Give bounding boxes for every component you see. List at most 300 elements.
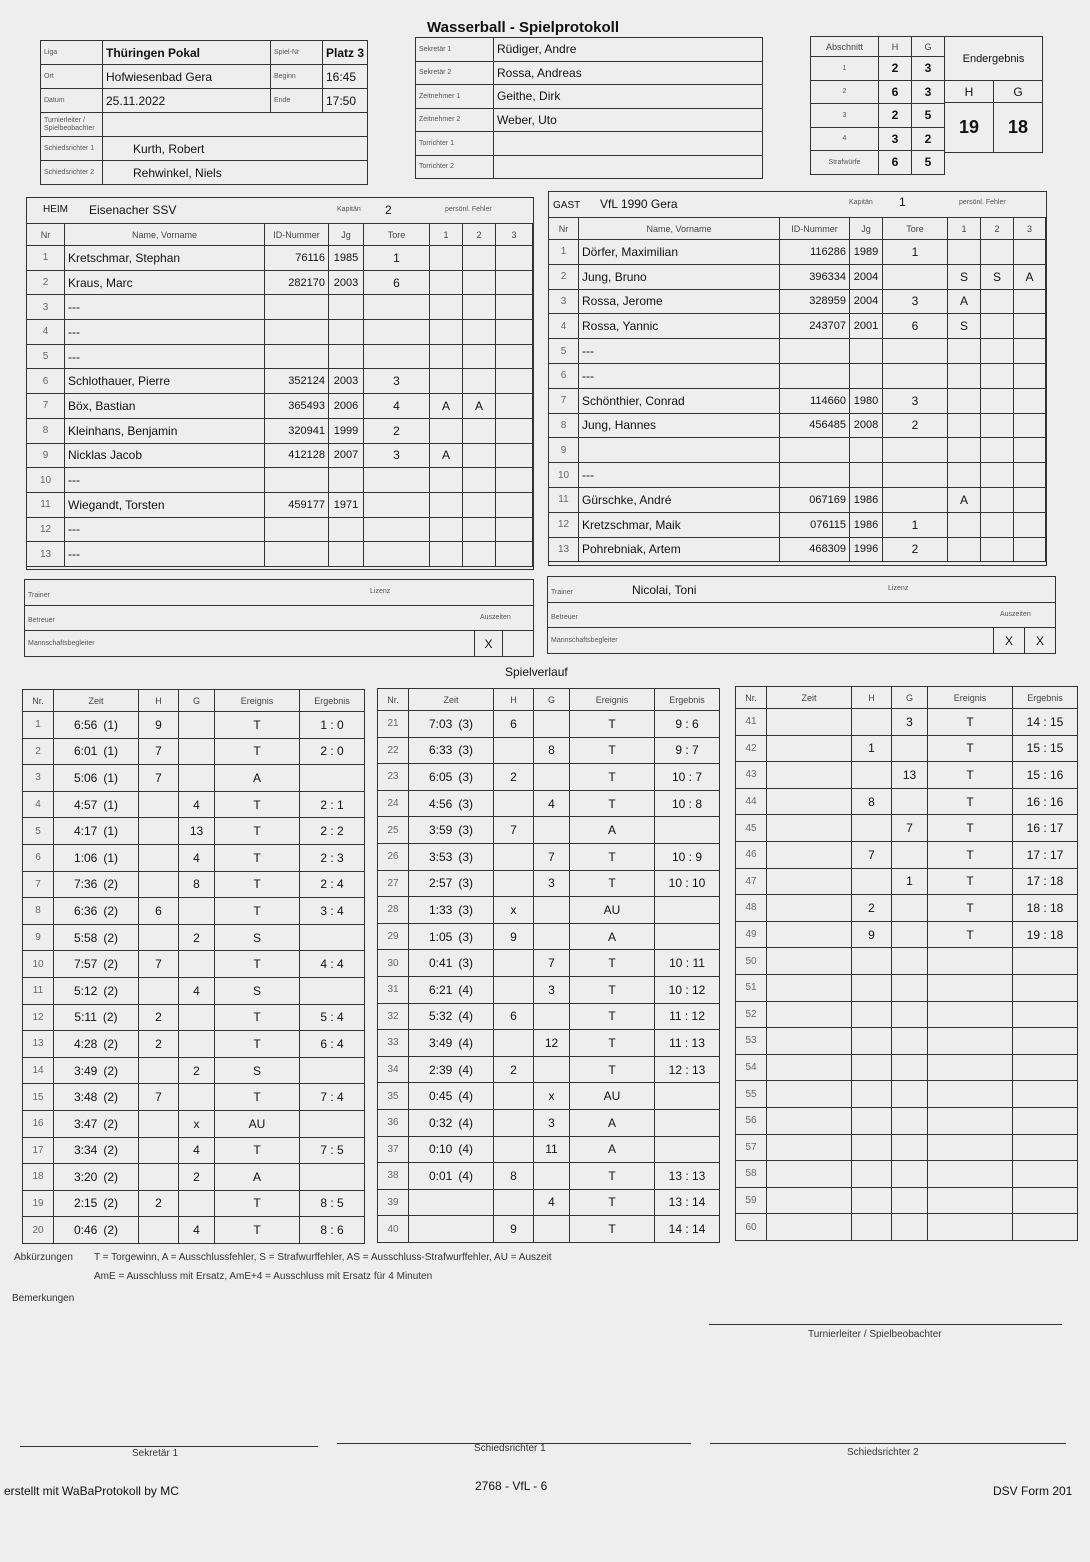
event-nr: 24 xyxy=(378,790,409,817)
event-time xyxy=(409,1216,494,1243)
event-row xyxy=(23,1164,365,1191)
player-row xyxy=(549,240,1046,265)
player-cell xyxy=(883,264,948,289)
date-value: 25.11.2022 xyxy=(103,89,271,113)
events-header: Nr. xyxy=(23,690,54,712)
roster-header: 2 xyxy=(981,218,1014,240)
event-type: T xyxy=(215,1084,300,1111)
official-name: Weber, Uto xyxy=(494,108,763,132)
event-guest-player xyxy=(892,895,928,922)
player-cell: --- xyxy=(579,463,780,488)
event-nr: 53 xyxy=(736,1028,767,1055)
player-cell: 1 xyxy=(27,246,65,271)
event-nr: 56 xyxy=(736,1107,767,1134)
events-header: G xyxy=(534,689,570,711)
player-cell: Jung, Hannes xyxy=(579,413,780,438)
event-row xyxy=(378,923,720,950)
player-cell: Kretschmar, Stephan xyxy=(65,246,265,271)
event-nr: 55 xyxy=(736,1081,767,1108)
player-cell: 6 xyxy=(549,363,579,388)
player-cell: 5 xyxy=(549,339,579,364)
player-cell: A xyxy=(1014,264,1046,289)
roster-header: Jg xyxy=(329,224,364,246)
event-home-player xyxy=(852,1214,892,1241)
event-guest-player: 7 xyxy=(534,950,570,977)
event-home-player xyxy=(852,1107,892,1134)
event-row xyxy=(23,1217,365,1244)
player-cell xyxy=(430,369,463,394)
footer-center: 2768 - VfL - 6 xyxy=(475,1479,548,1493)
guest-staff-table: Trainer Nicolai, Toni Lizenz Betreuer Auszeiten Mannschaftsbegleiter X X xyxy=(547,576,1056,654)
event-time xyxy=(767,1187,852,1214)
player-cell: 116286 xyxy=(780,240,850,265)
player-cell xyxy=(463,542,496,567)
event-guest-player xyxy=(892,788,928,815)
legend-label: Abkürzungen xyxy=(14,1252,73,1263)
player-cell: 2 xyxy=(883,413,948,438)
player-cell xyxy=(463,344,496,369)
event-nr: 14 xyxy=(23,1057,54,1084)
event-nr: 32 xyxy=(378,1003,409,1030)
event-time xyxy=(767,788,852,815)
player-cell xyxy=(463,492,496,517)
home-staff-table: Trainer Lizenz Betreuer Auszeiten Mannschaftsbegleiter X xyxy=(24,579,534,657)
player-cell xyxy=(430,418,463,443)
player-cell: S xyxy=(981,264,1014,289)
event-guest-player: 12 xyxy=(534,1030,570,1057)
events-header: Ereignis xyxy=(928,687,1013,709)
period-cell: 2 xyxy=(879,57,912,81)
event-guest-player xyxy=(892,1001,928,1028)
player-cell xyxy=(329,344,364,369)
player-cell xyxy=(1014,289,1046,314)
player-row xyxy=(27,517,533,542)
roster-header: Nr xyxy=(27,224,65,246)
event-guest-player: 4 xyxy=(534,1189,570,1216)
event-home-player xyxy=(139,1217,179,1244)
event-time: 5:32 (4) xyxy=(409,1003,494,1030)
event-row xyxy=(736,1107,1078,1134)
period-cell: 1 xyxy=(811,57,879,81)
player-cell: 4 xyxy=(364,394,430,419)
event-time xyxy=(767,815,852,842)
event-guest-player xyxy=(892,1134,928,1161)
home-timeout-2 xyxy=(503,631,534,657)
event-row xyxy=(736,841,1078,868)
player-cell: 2004 xyxy=(850,264,883,289)
event-row xyxy=(378,817,720,844)
event-result: 11 : 12 xyxy=(655,1003,720,1030)
game-number-value: Platz 3 xyxy=(323,41,368,65)
player-cell: --- xyxy=(65,542,265,567)
event-type: T xyxy=(570,711,655,738)
player-cell xyxy=(430,468,463,493)
event-guest-player: 4 xyxy=(179,791,215,818)
event-result: 2 : 4 xyxy=(300,871,365,898)
venue-value: Hofwiesenbad Gera xyxy=(103,65,271,89)
final-score-table xyxy=(944,36,1043,153)
official-row xyxy=(416,108,763,132)
event-guest-player: 13 xyxy=(892,762,928,789)
roster-header: 1 xyxy=(430,224,463,246)
event-time: 3:20 (2) xyxy=(54,1164,139,1191)
event-home-player: x xyxy=(494,897,534,924)
roster-header: Name, Vorname xyxy=(579,218,780,240)
event-row xyxy=(23,765,365,792)
player-cell xyxy=(579,438,780,463)
event-type: T xyxy=(928,815,1013,842)
event-type: T xyxy=(928,895,1013,922)
final-score-label: Endergebnis xyxy=(945,37,1043,81)
event-row xyxy=(736,1054,1078,1081)
event-type: T xyxy=(570,1189,655,1216)
event-result xyxy=(1013,1134,1078,1161)
event-result: 2 : 1 xyxy=(300,791,365,818)
player-cell: 8 xyxy=(549,413,579,438)
event-home-player xyxy=(852,762,892,789)
event-nr: 11 xyxy=(23,977,54,1004)
event-time xyxy=(767,948,852,975)
player-row xyxy=(549,463,1046,488)
roster-header: ID-Nummer xyxy=(780,218,850,240)
player-cell xyxy=(948,388,981,413)
event-result: 9 : 7 xyxy=(655,737,720,764)
events-header: H xyxy=(139,690,179,712)
player-cell: 12 xyxy=(549,512,579,537)
event-nr: 46 xyxy=(736,841,767,868)
event-time: 1:06 (1) xyxy=(54,844,139,871)
event-nr: 57 xyxy=(736,1134,767,1161)
roster-header: 2 xyxy=(463,224,496,246)
event-guest-player: 4 xyxy=(179,1137,215,1164)
player-cell xyxy=(265,517,329,542)
events-header: Ereignis xyxy=(215,690,300,712)
event-row xyxy=(378,790,720,817)
event-time: 0:45 (4) xyxy=(409,1083,494,1110)
player-cell: 1985 xyxy=(329,246,364,271)
player-cell: 3 xyxy=(364,369,430,394)
period-cell: 6 xyxy=(879,151,912,175)
player-cell: 2003 xyxy=(329,270,364,295)
event-home-player: 2 xyxy=(494,764,534,791)
event-guest-player: 3 xyxy=(534,1109,570,1136)
event-nr: 13 xyxy=(23,1031,54,1058)
event-type: T xyxy=(570,1056,655,1083)
event-home-player xyxy=(852,974,892,1001)
official-name: Rüdiger, Andre xyxy=(494,38,763,62)
event-result xyxy=(655,817,720,844)
event-guest-player xyxy=(534,897,570,924)
event-row xyxy=(23,1084,365,1111)
player-cell xyxy=(1014,240,1046,265)
event-type: S xyxy=(215,977,300,1004)
player-cell: 320941 xyxy=(265,418,329,443)
event-time: 7:03 (3) xyxy=(409,711,494,738)
event-type: T xyxy=(215,1217,300,1244)
event-time xyxy=(767,1134,852,1161)
event-time xyxy=(767,1107,852,1134)
event-row xyxy=(23,924,365,951)
player-cell xyxy=(850,363,883,388)
player-cell: 076115 xyxy=(780,512,850,537)
player-cell: 114660 xyxy=(780,388,850,413)
player-cell xyxy=(463,443,496,468)
event-type: T xyxy=(215,738,300,765)
officials-table xyxy=(415,37,763,179)
event-nr: 25 xyxy=(378,817,409,844)
event-result: 7 : 5 xyxy=(300,1137,365,1164)
player-cell xyxy=(430,517,463,542)
event-time: 5:58 (2) xyxy=(54,924,139,951)
event-result: 19 : 18 xyxy=(1013,921,1078,948)
event-result: 8 : 6 xyxy=(300,1217,365,1244)
event-nr: 39 xyxy=(378,1189,409,1216)
player-cell: Rossa, Yannic xyxy=(579,314,780,339)
player-cell xyxy=(948,413,981,438)
event-home-player: 6 xyxy=(494,1003,534,1030)
player-cell: 3 xyxy=(549,289,579,314)
player-cell: Kleinhans, Benjamin xyxy=(65,418,265,443)
event-type: T xyxy=(215,951,300,978)
official-label: Zeitnehmer 2 xyxy=(416,108,494,132)
player-cell xyxy=(981,413,1014,438)
event-type: AU xyxy=(215,1110,300,1137)
player-row xyxy=(549,289,1046,314)
player-row xyxy=(27,246,533,271)
player-cell: 2 xyxy=(364,418,430,443)
event-type: T xyxy=(215,871,300,898)
event-nr: 22 xyxy=(378,737,409,764)
player-cell xyxy=(463,246,496,271)
player-cell xyxy=(430,295,463,320)
event-nr: 44 xyxy=(736,788,767,815)
event-type: AU xyxy=(570,897,655,924)
player-row xyxy=(27,418,533,443)
player-row xyxy=(549,512,1046,537)
event-result: 10 : 12 xyxy=(655,976,720,1003)
event-home-player: 2 xyxy=(494,1056,534,1083)
event-time xyxy=(767,974,852,1001)
guest-timeout-2: X xyxy=(1025,628,1056,654)
event-time xyxy=(767,1081,852,1108)
event-row xyxy=(378,737,720,764)
player-cell xyxy=(981,438,1014,463)
event-time xyxy=(409,1189,494,1216)
event-guest-player xyxy=(179,898,215,925)
player-cell xyxy=(364,492,430,517)
player-cell xyxy=(364,295,430,320)
player-cell: 9 xyxy=(549,438,579,463)
event-guest-player xyxy=(892,1161,928,1188)
player-cell xyxy=(981,339,1014,364)
event-home-player xyxy=(852,948,892,975)
event-time: 3:49 (2) xyxy=(54,1057,139,1084)
player-cell: 2 xyxy=(27,270,65,295)
period-cell: 3 xyxy=(912,80,945,104)
player-row xyxy=(549,388,1046,413)
event-nr: 4 xyxy=(23,791,54,818)
official-label: Torrichter 1 xyxy=(416,132,494,156)
event-home-player: 7 xyxy=(139,951,179,978)
player-cell xyxy=(948,463,981,488)
event-time: 0:32 (4) xyxy=(409,1109,494,1136)
event-nr: 40 xyxy=(378,1216,409,1243)
event-row xyxy=(23,738,365,765)
player-cell xyxy=(364,517,430,542)
player-cell: 2003 xyxy=(329,369,364,394)
event-result xyxy=(655,1083,720,1110)
event-row xyxy=(378,1109,720,1136)
player-cell xyxy=(496,295,533,320)
player-cell: Böx, Bastian xyxy=(65,394,265,419)
guest-roster-table xyxy=(548,217,1046,562)
player-row xyxy=(27,344,533,369)
event-time xyxy=(767,1001,852,1028)
event-row xyxy=(378,1056,720,1083)
player-cell: --- xyxy=(65,295,265,320)
events-table-3 xyxy=(735,686,1078,1241)
player-cell: 6 xyxy=(883,314,948,339)
events-header: Ergebnis xyxy=(655,689,720,711)
player-cell xyxy=(981,388,1014,413)
official-name xyxy=(494,132,763,156)
player-row xyxy=(27,320,533,345)
player-row xyxy=(27,270,533,295)
player-cell xyxy=(981,289,1014,314)
event-home-player: 2 xyxy=(852,895,892,922)
player-cell: Wiegandt, Torsten xyxy=(65,492,265,517)
player-cell: A xyxy=(948,487,981,512)
event-type: T xyxy=(570,870,655,897)
roster-header: 1 xyxy=(948,218,981,240)
event-nr: 54 xyxy=(736,1054,767,1081)
event-guest-player: 4 xyxy=(534,790,570,817)
event-time: 0:10 (4) xyxy=(409,1136,494,1163)
event-guest-player: 3 xyxy=(534,976,570,1003)
player-cell xyxy=(496,468,533,493)
period-cell: Strafwürfe xyxy=(811,151,879,175)
period-cell: 2 xyxy=(879,104,912,128)
event-result xyxy=(300,1164,365,1191)
event-home-player xyxy=(852,1081,892,1108)
event-time: 3:59 (3) xyxy=(409,817,494,844)
roster-header: ID-Nummer xyxy=(265,224,329,246)
event-guest-player xyxy=(179,1084,215,1111)
event-nr: 49 xyxy=(736,921,767,948)
event-row xyxy=(23,1031,365,1058)
period-cell: 4 xyxy=(811,127,879,151)
event-time: 5:11 (2) xyxy=(54,1004,139,1031)
player-cell xyxy=(1014,314,1046,339)
spielverlauf-title: Spielverlauf xyxy=(505,665,568,679)
player-cell: 4 xyxy=(27,320,65,345)
event-guest-player: 2 xyxy=(179,924,215,951)
player-cell xyxy=(948,438,981,463)
event-home-player xyxy=(494,870,534,897)
player-cell: 1980 xyxy=(850,388,883,413)
player-cell xyxy=(1014,339,1046,364)
event-home-player xyxy=(139,924,179,951)
event-result: 15 : 16 xyxy=(1013,762,1078,789)
event-type: T xyxy=(928,841,1013,868)
period-row xyxy=(811,80,945,104)
event-guest-player xyxy=(892,1187,928,1214)
player-cell xyxy=(496,542,533,567)
referee1-value: Kurth, Robert xyxy=(103,137,368,161)
event-home-player xyxy=(494,1083,534,1110)
event-nr: 28 xyxy=(378,897,409,924)
player-cell xyxy=(1014,438,1046,463)
score-header: Abschnitt xyxy=(811,37,879,57)
period-cell: 3 xyxy=(912,57,945,81)
event-time: 3:48 (2) xyxy=(54,1084,139,1111)
home-roster-table xyxy=(26,223,533,567)
start-time-value: 16:45 xyxy=(323,65,368,89)
event-row xyxy=(736,1001,1078,1028)
event-result: 16 : 16 xyxy=(1013,788,1078,815)
player-cell xyxy=(850,463,883,488)
event-guest-player xyxy=(534,817,570,844)
event-type: T xyxy=(570,843,655,870)
official-name xyxy=(494,155,763,179)
footer-right: DSV Form 201 xyxy=(993,1484,1073,1498)
event-time: 6:56 (1) xyxy=(54,712,139,739)
player-cell xyxy=(948,537,981,562)
player-cell: Pohrebniak, Artem xyxy=(579,537,780,562)
final-guest-label: G xyxy=(994,81,1043,103)
event-time: 2:15 (2) xyxy=(54,1190,139,1217)
player-cell xyxy=(850,339,883,364)
event-row xyxy=(736,1214,1078,1241)
period-cell: 2 xyxy=(912,127,945,151)
event-result xyxy=(1013,1161,1078,1188)
player-cell: 2 xyxy=(549,264,579,289)
event-result: 9 : 6 xyxy=(655,711,720,738)
event-guest-player xyxy=(179,1004,215,1031)
event-time: 1:05 (3) xyxy=(409,923,494,950)
event-guest-player xyxy=(179,1031,215,1058)
player-cell xyxy=(948,240,981,265)
event-time: 3:53 (3) xyxy=(409,843,494,870)
player-cell xyxy=(496,270,533,295)
player-cell xyxy=(948,512,981,537)
player-cell xyxy=(329,517,364,542)
player-cell: 12 xyxy=(27,517,65,542)
event-guest-player xyxy=(892,1028,928,1055)
guest-timeout-1: X xyxy=(994,628,1025,654)
player-cell xyxy=(981,314,1014,339)
event-home-player: 9 xyxy=(852,921,892,948)
event-type xyxy=(928,974,1013,1001)
events-header: Nr. xyxy=(736,687,767,709)
player-cell: S xyxy=(948,264,981,289)
player-cell xyxy=(496,443,533,468)
player-row xyxy=(549,487,1046,512)
event-type: T xyxy=(215,898,300,925)
player-cell xyxy=(463,517,496,542)
player-row xyxy=(549,363,1046,388)
event-guest-player: 7 xyxy=(534,843,570,870)
event-guest-player: 7 xyxy=(892,815,928,842)
roster-header: Tore xyxy=(364,224,430,246)
event-home-player xyxy=(494,1030,534,1057)
event-row xyxy=(23,977,365,1004)
player-cell xyxy=(430,344,463,369)
event-home-player xyxy=(139,791,179,818)
event-guest-player xyxy=(892,948,928,975)
event-type: T xyxy=(570,764,655,791)
event-row xyxy=(23,818,365,845)
